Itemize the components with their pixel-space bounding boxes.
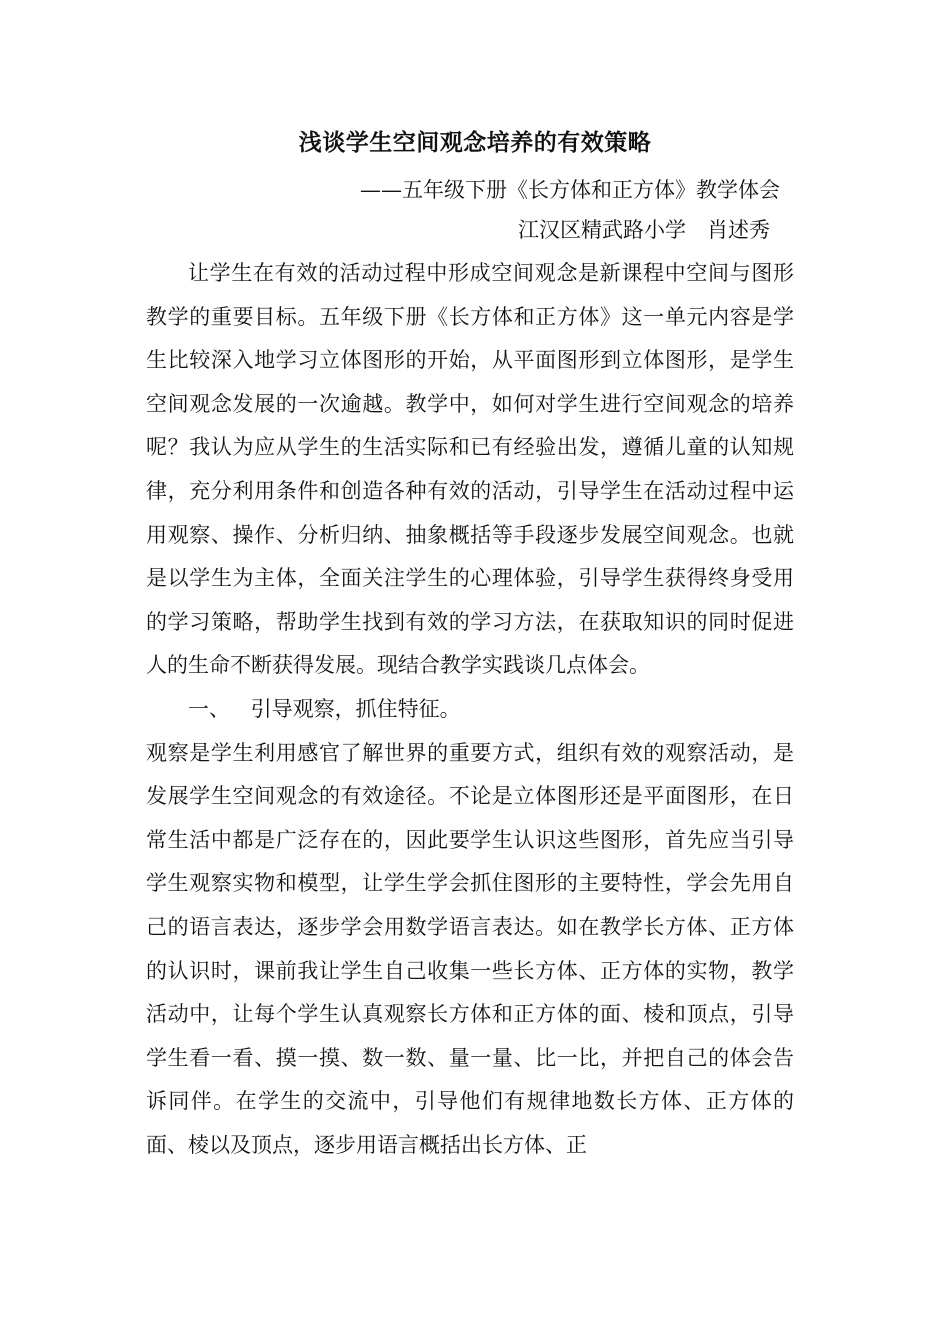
document-subtitle: ——五年级下册《长方体和正方体》教学体会	[360, 178, 780, 202]
section-paragraph: 观察是学生利用感官了解世界的重要方式，组织有效的观察活动，是发展学生空间观念的有效途径。不论是立体图形还是平面图形，在日常生活中都是广泛存在的，因此要学生认识这些图形，首先应当引导学生观察实物和模型，让学生学会抓住图形的主要特性，学会先用自己的语言表达，逐步学会用数学语言表达。如在教学长方体、正方体的认识时，课前我让学生自己收集一些长方体、正方体的实物，教学活动中，让每个学生认真观察长方体和正方体的面、棱和顶点，引导学生看一看、摸一摸、数一数、量一量、比一比，并把自己的体会告诉同伴。在学生的交流中，引导他们有规律地数长方体、正方体的面、棱以及顶点，逐步用语言概括出长方体、正	[146, 740, 794, 1157]
section-heading: 一、 引导观察，抓住特征。	[188, 696, 461, 721]
intro-paragraph: 让学生在有效的活动过程中形成空间观念是新课程中空间与图形教学的重要目标。五年级下册《长方体和正方体》这一单元内容是学生比较深入地学习立体图形的开始，从平面图形到立体图形，是学生空间观念发展的一次逾越。教学中，如何对学生进行空间观念的培养呢？我认为应从学生的生活实际和已有经验出发，遵循儿童的认知规律，充分利用条件和创造各种有效的活动，引导学生在活动过程中运用观察、操作、分析归纳、抽象概括等手段逐步发展空间观念。也就是以学生为主体，全面关注学生的心理体验，引导学生获得终身受用的学习策略，帮助学生找到有效的学习方法，在获取知识的同时促进人的生命不断获得发展。现结合教学实践谈几点体会。	[146, 261, 794, 678]
document-body	[146, 252, 794, 1167]
document-title: 浅谈学生空间观念培养的有效策略	[298, 130, 652, 156]
author-line: 江汉区精武路小学 肖述秀	[518, 218, 770, 242]
